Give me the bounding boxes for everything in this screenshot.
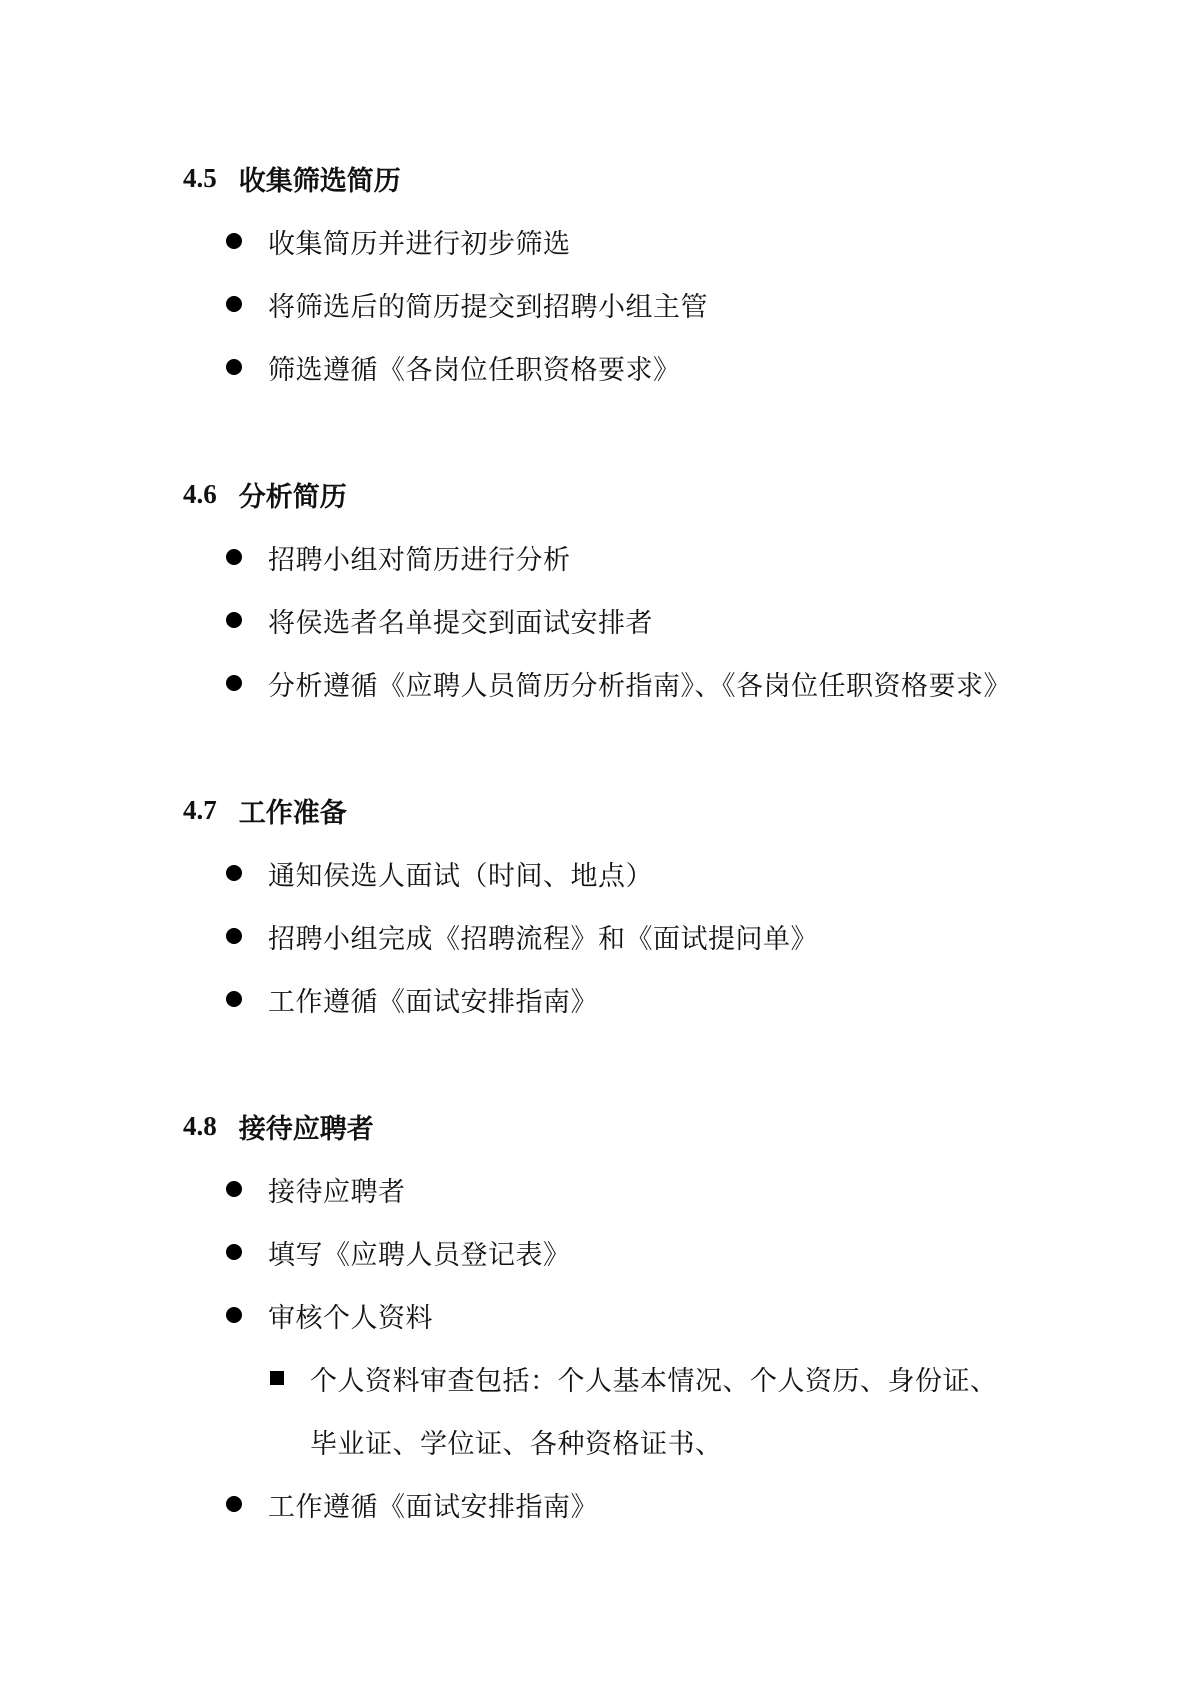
section-number: 4.6 <box>183 478 217 509</box>
list-item-text: 通知侯选人面试（时间、地点） <box>268 860 653 892</box>
section-heading <box>183 1106 374 1146</box>
list-item-text: 审核个人资料 <box>268 1302 433 1334</box>
list-item-text: 招聘小组完成《招聘流程》和《面试提问单》 <box>268 923 818 955</box>
section-number: 4.5 <box>183 162 217 193</box>
section-heading <box>183 474 347 514</box>
section-title: 分析简历 <box>238 481 347 513</box>
list-item <box>226 347 681 387</box>
list-item-text: 将侯选者名单提交到面试安排者 <box>268 607 653 639</box>
list-item-text: 收集简历并进行初步筛选 <box>268 228 571 260</box>
list-item <box>226 979 598 1019</box>
list-item-text: 筛选遵循《各岗位任职资格要求》 <box>268 354 681 386</box>
bullet-icon <box>226 1181 242 1197</box>
list-item <box>226 1232 571 1272</box>
list-item-text: 分析遵循《应聘人员简历分析指南》、《各岗位任职资格要求》 <box>268 670 1011 702</box>
bullet-icon <box>226 296 242 312</box>
list-item <box>226 221 571 261</box>
list-item <box>226 284 708 324</box>
bullet-icon <box>226 1307 242 1323</box>
bullet-icon <box>226 549 242 565</box>
bullet-icon <box>226 991 242 1007</box>
bullet-icon <box>226 359 242 375</box>
section-heading <box>183 158 401 198</box>
section-number: 4.7 <box>183 794 217 825</box>
bullet-icon <box>226 1244 242 1260</box>
section-title: 收集筛选简历 <box>238 165 401 197</box>
list-item-text: 工作遵循《面试安排指南》 <box>268 986 598 1018</box>
section-title: 工作准备 <box>238 797 347 829</box>
list-item <box>226 1484 598 1524</box>
list-item <box>226 853 653 893</box>
square-bullet-icon <box>270 1371 284 1385</box>
section-heading <box>183 790 347 830</box>
sub-list-item-continuation: 毕业证、学位证、各种资格证书、 <box>310 1428 723 1460</box>
bullet-icon <box>226 675 242 691</box>
sub-list-item-text: 个人资料审查包括：个人基本情况、个人资历、身份证、 <box>310 1365 998 1397</box>
list-item-text: 将筛选后的简历提交到招聘小组主管 <box>268 291 708 323</box>
list-item-text: 接待应聘者 <box>268 1176 406 1208</box>
section-number: 4.8 <box>183 1110 217 1141</box>
bullet-icon <box>226 612 242 628</box>
bullet-icon <box>226 233 242 249</box>
bullet-icon <box>226 1496 242 1512</box>
list-item-text: 工作遵循《面试安排指南》 <box>268 1491 598 1523</box>
list-item <box>226 600 653 640</box>
list-item <box>226 1295 433 1335</box>
list-item <box>226 1169 406 1209</box>
bullet-icon <box>226 865 242 881</box>
list-item <box>226 537 571 577</box>
list-item-text: 填写《应聘人员登记表》 <box>268 1239 571 1271</box>
list-item-text: 招聘小组对简历进行分析 <box>268 544 571 576</box>
list-item <box>226 663 1011 703</box>
section-title: 接待应聘者 <box>238 1113 374 1145</box>
sub-list-item <box>270 1358 998 1398</box>
bullet-icon <box>226 928 242 944</box>
list-item <box>226 916 818 956</box>
